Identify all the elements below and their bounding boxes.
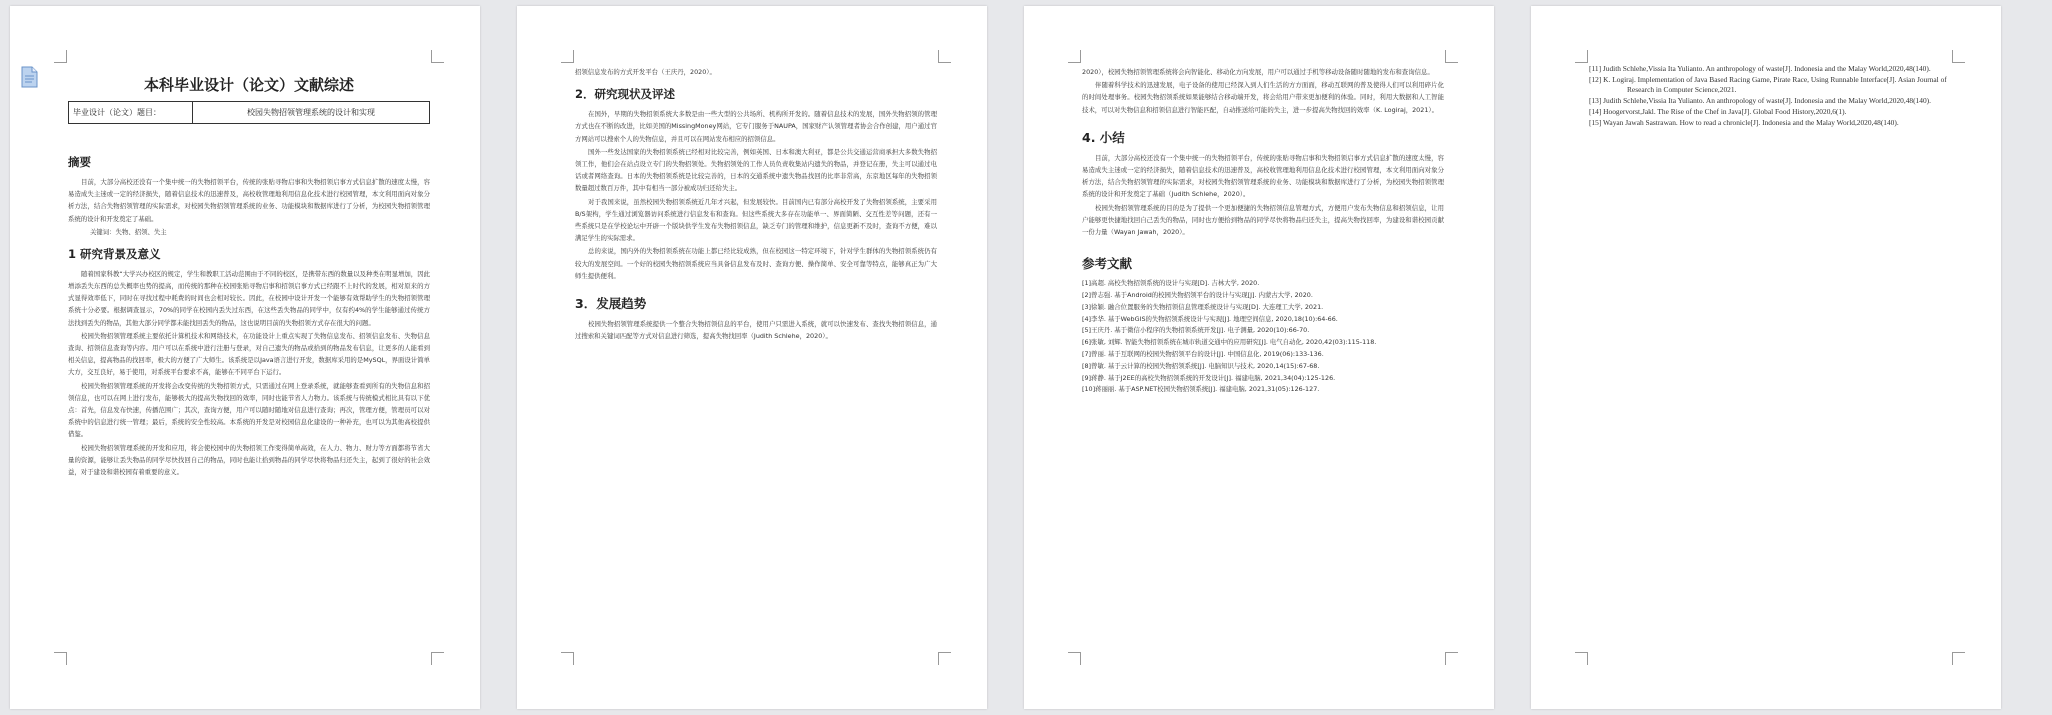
document-title: 本科毕业设计（论文）文献综述 — [143, 76, 354, 94]
body-paragraph: 校园失物招领管理系统的开发和应用，将会使校园中的失物招领工作变得简单高效，在人力、物力、财力等方面都将节省大量的资源，能够让丢失物品的同学尽快找回自己的物品，同时也能让拾到物品的同学尽快将物品归还失主，起到了很好的社会效益，对于建设和谐校园有着重要的意义。 — [68, 443, 430, 477]
body-paragraph: 校园失物招领管理系统的开发将会改变传统的失物招领方式，只需通过在网上登录系统，就能够查看到所有的失物信息和招领信息，也可以在网上进行发布，能够极大的提高失物找回的效率，同时也能节省人力物力。该系统与传统模式相比具有以下优点：首先，信息发布快速，传播范围广；其次，查询方便，用户可以随时随地对信息进行查询；再次，管理方便，管理员可以对系统中的信息进行统一管理；最后，系统的安全性较高。本系统的开发是对校园信息化建设的一种补充，也可以为其他高校提供借鉴。 — [68, 381, 430, 439]
crop-mark — [938, 652, 951, 665]
crop-mark — [54, 652, 67, 665]
crop-mark — [561, 652, 574, 665]
section-heading: 3．发展趋势 — [575, 296, 647, 312]
reference-item: [14] Hoogervorst,Jakl. The Rise of the Chef in Java[J]. Global Food History,2020,6(1). — [1589, 107, 1847, 116]
reference-item: [12] K. Logiraj. Implementation of Java Based Racing Game, Pirate Race, Using Runnable Interface[J]. Asian Journal of Research in Computer Science,2021. — [1589, 75, 1947, 94]
page-content — [1589, 64, 1951, 129]
body-paragraph: 校园失物招领管理系统提供一个整合失物招领信息的平台，使用户只需进入系统，就可以快速发布、查找失物招领信息，通过搜索和关键词匹配等方式对信息进行筛选，提高失物找回率（Judith Schlehe，2020）。 — [575, 320, 937, 341]
crop-mark — [1445, 50, 1458, 63]
reference-item: [6]张敏, 刘辉. 智能失物招领系统在城市轨道交通中的应用研究[J]. 电气自动化, 2020,42(03):115-118. — [1082, 338, 1377, 347]
reference-item: [7]曾丽. 基于互联网的校园失物招领平台的设计[J]. 中国信息化, 2019(06):133-136. — [1082, 350, 1324, 359]
crop-mark — [1575, 50, 1588, 63]
body-paragraph: 目前，大部分高校还没有一个集中统一的失物招领平台，传统的张贴寻物启事和失物招领启事方式信息扩散的速度太慢，容易造成失主迷或一定的经济损失，随着信息技术的迅速普及，高校收管理地利用信息化技术进行校园管理，本文利用面向对象分析方法，结合失物招领管理的实际需求，对校园失物招领管理系统的业务、功能模块和数据库进行了分析，为校园失物招领管理系统的设计和开发奠定了基础（Judith Schlehe，2020）。 — [1082, 153, 1444, 199]
crop-mark — [54, 50, 67, 63]
document-page-4 — [1531, 6, 2001, 709]
crop-mark — [1445, 652, 1458, 665]
body-paragraph: 总的来说，国内外的失物招领系统在功能上都已经比较成熟，但在校园这一特定环境下，针对学生群体的失物招领系统仍有较大的发展空间。一个好的校园失物招领系统应当具备信息发布及时、查询方便、操作简单、安全可靠等特点，能够真正为广大师生提供便利。 — [575, 247, 937, 280]
body-paragraph: 对于我国来说，虽然校园失物招领系统近几年才兴起，但发展较快。目前国内已有部分高校开发了失物招领系统，主要采用B/S架构，学生通过浏览器访问系统进行信息发布和查询。但这些系统大多存在功能单一、界面简陋、交互性差等问题，还有一些系统只是在学校论坛中开辟一个版块供学生发布失物招领信息，缺乏专门的管理和维护，信息更新不及时，查询不方便，难以满足学生的实际需求。 — [575, 197, 937, 243]
crop-mark — [1952, 652, 1965, 665]
page-content — [1082, 66, 1444, 396]
crop-mark — [938, 50, 951, 63]
section-heading: 1 研究背景及意义 — [68, 246, 161, 261]
crop-mark — [1952, 50, 1965, 63]
crop-mark — [1575, 652, 1588, 665]
page-content — [575, 66, 937, 343]
thesis-title-value: 校园失物招领管理系统的设计和实现 — [193, 102, 430, 124]
reference-item: [5]王庆丹. 基于微信小程序的失物招领系统开发[J]. 电子测量, 2020(10):66-70. — [1082, 326, 1310, 335]
reference-item: [15] Wayan Jawah Sastrawan. How to read a chronicle[J]. Indonesia and the Malay World,2020,48(140). — [1589, 118, 1899, 127]
document-icon[interactable] — [20, 66, 40, 88]
section-heading: 2．研究现状及评述 — [575, 87, 676, 102]
reference-item: [8]曾敏. 基于云计算的校园失物招领系统[J]. 电脑知识与技术, 2020,14(15):67-68. — [1082, 361, 1320, 370]
reference-item: [3]徐颖. 融合位置服务的失物招领信息管理系统设计与实现[D]. 大连理工大学, 2021. — [1082, 302, 1324, 311]
body-paragraph: 在国外，早期的失物招领系统大多数是由一些大型的公共场所、机构所开发的。随着信息技术的发展，国外失物招领的管理方式也在不断的改进，比如美国的MissingMoney网站，它专门服务于NAUPA，国家财产认领管理者协会合作创建，用户通过官方网站可以搜索个人的失物信息，并且可以在网站发布相应的招领信息。 — [575, 110, 937, 143]
document-page-3 — [1024, 6, 1494, 709]
crop-mark — [1068, 50, 1081, 63]
body-paragraph: 2020），校园失物招领管理系统将会向智能化、移动化方向发展，用户可以通过手机等移动设备随时随地的发布和查询信息。 — [1082, 68, 1434, 76]
thesis-info-table — [68, 101, 430, 124]
references-heading: 参考文献 — [1082, 256, 1133, 272]
reference-item: [10]蒋丽丽. 基于ASP.NET校园失物招领系统[J]. 福建电脑, 2021,31(05):126-127. — [1082, 385, 1320, 394]
reference-item: [11] Judith Schlehe,Vissia Ita Yulianto. An anthropology of waste[J]. Indonesia and the Malay World,2020,48(140). — [1589, 64, 1931, 73]
body-paragraph: 伴随着科学技术的迅速发展，电子设备的使用已经深入到人们生活的方方面面，移动互联网的普及使得人们可以利用碎片化的时间处理事务。校园失物招领系统如果能够结合移动端开发，将会给用户带来更加便利的体验。同时，利用大数据和人工智能技术，可以对失物信息和招领信息进行智能匹配，自动推送给可能的失主，进一步提高失物找回的效率（K. Logiraj，2021）。 — [1082, 81, 1444, 114]
reference-item: [2]曾志强. 基于Android的校园失物招领平台的设计与实现[J]. 内蒙古大学, 2020. — [1082, 291, 1313, 300]
reference-item: [4]李华. 基于WebGIS的失物招领系统设计与实现[J]. 地理空间信息, 2020,18(10):64-66. — [1082, 314, 1338, 323]
body-paragraph: 国外一些发达国家的失物招领系统已经相对比较完善，例如英国、日本和澳大利亚，都是公共交通运营商承担大多数失物招领工作，他们会在站点设立专门的失物招领处。失物招领处的工作人员负责收集站内遗失的物品，并登记在册，失主可以通过电话或者网络查询。日本的失物招领系统是比较完善的，日本的交通系统中遗失物品找回的比率非常高，东京地区每年的失物招领数量超过数百万件，其中有相当一部分被成功归还给失主。 — [575, 147, 937, 193]
crop-mark — [431, 652, 444, 665]
crop-mark — [561, 50, 574, 63]
body-paragraph: 校园失物招领管理系统的目的是为了提供一个更加便捷的失物招领信息管理方式，方便用户发布失物信息和招领信息，让用户能够更快捷地找回自己丢失的物品，同时也方便拾到物品的同学尽快将物品归还失主，提高失物找回率，为建设和谐校园贡献一份力量（Wayan Jawah，2020）。 — [1082, 203, 1444, 237]
abstract-text: 目前，大部分高校还没有一个集中统一的失物招领平台，传统的张贴寻物启事和失物招领启事方式信息扩散的速度太慢，容易造成失主迷或一定的经济损失，随着信息技术的迅速普及，高校收管理地利用信息化技术进行校园管理，本文利用面向对象分析方法，结合失物招领管理的实际需求，对校园失物招领管理系统的业务、功能模块和数据库进行了分析，为校园失物招领管理系统的设计和开发奠定了基础。 — [68, 178, 430, 223]
document-page-1 — [10, 6, 480, 709]
section-heading: 4. 小结 — [1082, 129, 1125, 145]
keywords: 关键词：失物、招领、失主 — [90, 227, 167, 236]
crop-mark — [431, 50, 444, 63]
page-content — [68, 62, 430, 479]
reference-item: [1]高超. 高校失物招领系统的设计与实现[D]. 吉林大学, 2020. — [1082, 279, 1260, 288]
crop-mark — [1068, 652, 1081, 665]
reference-item: [13] Judith Schlehe,Vissia Ita Yulianto. An anthropology of waste[J]. Indonesia and the Malay World,2020,48(140). — [1589, 96, 1931, 105]
body-paragraph: 校园失物招领管理系统主要依托计算机技术和网络技术，在功能设计上重点实现了失物信息发布、招领信息发布、失物信息查询、招领信息查询等内容。用户可以在系统中进行注册与登录，对自己遗失的物品或拾到的物品发布信息，让更多的人能看到相关信息，提高物品的找回率，极大的方便了广大师生。该系统是以Java语言进行开发，数据库采用的是MySQL，界面设计简单大方，交互良好，易于使用，对系统平台要求不高，能够在不同平台下运行。 — [68, 331, 430, 377]
thesis-title-label: 毕业设计（论文）题目： — [69, 102, 193, 124]
body-paragraph: 随着国家科教“大学兴办校区的规定，学生和教职工活动范围由于不同的校区，是携带东西的数量以及种类在明显增加，因此增添丢失东西的总失概率也势的提高，而传统的那种在校园张贴寻物启事和招领启事方式已经跟不上时代的发展，相对原来的方式显得效率低下，同时在寻找过程中耗费的时间也会相对较长。因此，在校园中设计开发一个能够有效帮助学生的失物招领管理系统十分必要。根据调查显示，70%的同学在校园内丢失过东西，在这些丢失物品的同学中，仅有约4%的学生能够通过传统方法找到丢失的物品，其他大部分同学都未能找回丢失的物品，这也说明目前的失物招领方式存在很大的问题。 — [68, 269, 430, 327]
body-paragraph: 招领信息发布的方式开发平台（王庆丹，2020）。 — [575, 68, 716, 76]
reference-item: [9]蒋静. 基于J2EE的高校失物招领系统的开发设计[J]. 福建电脑, 2021,34(04):125-126. — [1082, 373, 1336, 382]
document-page-2 — [517, 6, 987, 709]
abstract-heading: 摘要 — [68, 155, 91, 169]
